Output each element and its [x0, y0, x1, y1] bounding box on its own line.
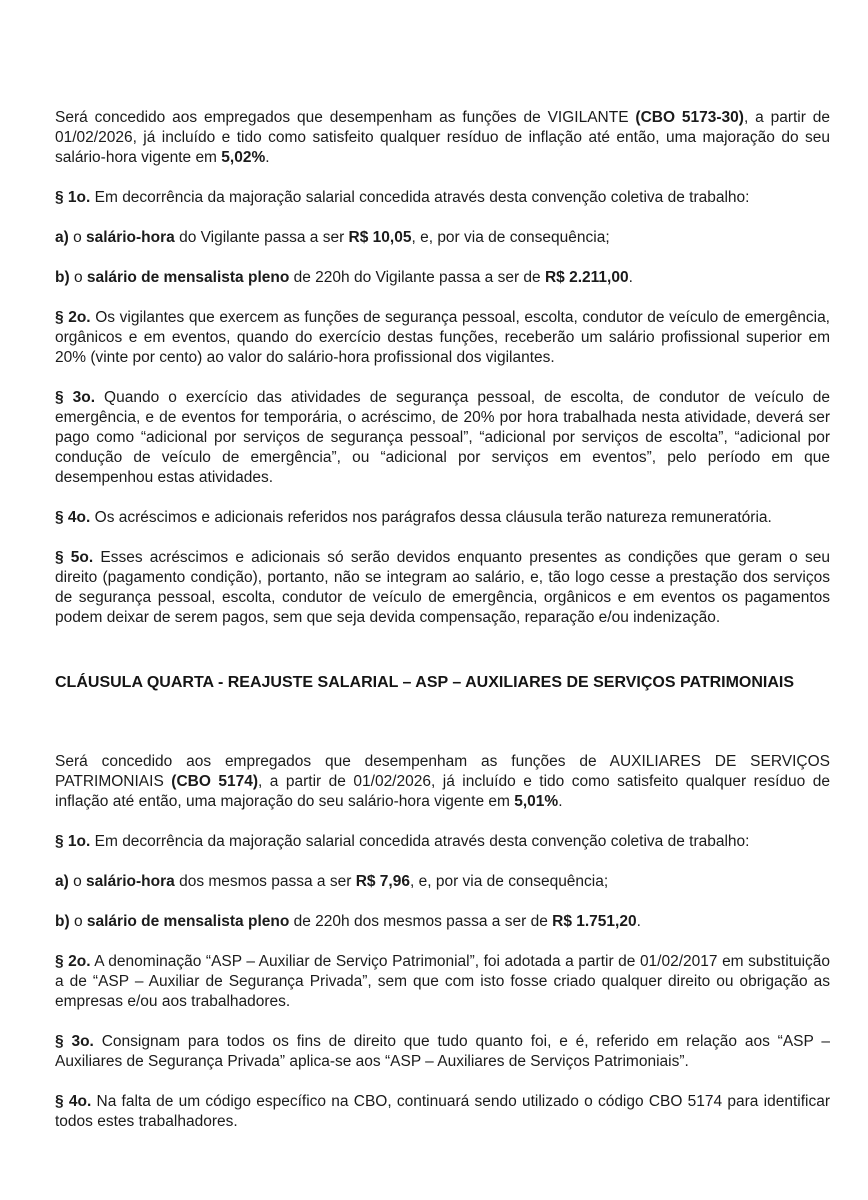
text-run: Quando o exercício das atividades de segurança pessoal, de escolta, de condutor de veículo de emergência, e de eventos for temporária, o acréscimo, de 20% por hora trabalhada nesta atividade, deverá ser pago como “adicional por serviços de segurança pessoal”, “adicional por serviços de escolta”, “adicional por condução de veículo de emergência”, ou “adicional por serviços em eventos”, pelo período em que desempenhou estas atividades.: [55, 389, 830, 486]
text-run: Será concedido aos empregados que desempenham as funções de VIGILANTE: [55, 109, 636, 126]
item-a-vigilante: [55, 228, 830, 248]
text-run: .: [636, 913, 641, 930]
text-run: Em decorrência da majoração salarial concedida através desta convenção coletiva de trabalho:: [90, 833, 750, 850]
salary-value: R$ 2.211,00: [544, 269, 629, 286]
paragraph-marker: § 3o.: [55, 389, 96, 406]
text-run: A denominação “ASP – Auxiliar de Serviço Patrimonial”, foi adotada a partir de 01/02/2017 em substituição a de “ASP – Auxiliar de Segurança Privada”, sem que com isto fosse criado qualquer direito ou obrigação as empresas e/ou aos trabalhadores.: [55, 953, 830, 1010]
text-run: Os acréscimos e adicionais referidos nos parágrafos dessa cláusula terão natureza remuneratória.: [90, 509, 772, 526]
salary-term: salário de mensalista pleno: [86, 269, 290, 286]
item-b-vigilante: [55, 268, 830, 288]
text-run: Em decorrência da majoração salarial concedida através desta convenção coletiva de trabalho:: [90, 189, 750, 206]
text-run: dos mesmos passa a ser: [174, 873, 356, 890]
cbo-code: (CBO 5174): [171, 773, 259, 790]
item-marker: b): [55, 913, 70, 930]
text-run: Os vigilantes que exercem as funções de segurança pessoal, escolta, condutor de veículo de emergência, orgânicos e em eventos, quando do exercício destas funções, receberão um salário profissional superior em 20% (vinte por cento) ao valor do salário-hora profissional dos vigilantes.: [55, 309, 830, 366]
clause-heading: CLÁUSULA QUARTA - REAJUSTE SALARIAL – ASP – AUXILIARES DE SERVIÇOS PATRIMONIAIS: [55, 674, 795, 691]
item-marker: a): [55, 229, 69, 246]
paragraph-3o-vigilante: [55, 388, 830, 488]
item-a-asp: [55, 872, 830, 892]
paragraph-3o-asp: [55, 1032, 830, 1072]
paragraph-2o-asp: [55, 952, 830, 1012]
paragraph-2o-vigilante: [55, 308, 830, 368]
paragraph-1o-asp: [55, 832, 830, 852]
paragraph-intro-asp: [55, 752, 830, 812]
paragraph-4o-vigilante: [55, 508, 830, 528]
text-run: o: [69, 913, 87, 930]
paragraph-1o-vigilante: [55, 188, 830, 208]
text-run: .: [628, 269, 633, 286]
paragraph-5o-vigilante: [55, 548, 830, 628]
salary-term: salário-hora: [86, 873, 175, 890]
text-run: o: [68, 873, 87, 890]
item-marker: a): [55, 873, 69, 890]
text-run: Na falta de um código específico na CBO, continuará sendo utilizado o código CBO 5174 para identificar todos estes trabalhadores.: [55, 1093, 830, 1130]
paragraph-marker: § 2o.: [55, 309, 91, 326]
paragraph-marker: § 4o.: [55, 1093, 92, 1110]
text-run: Esses acréscimos e adicionais só serão devidos enquanto presentes as condições que geram o seu direito (pagamento condição), portanto, não se integram ao salário, e, tão logo cesse a prestação dos serviços de segurança pessoal, escolta, condutor de veículo de emergência, orgânicos e em eventos os pagamentos podem deixar de serem pagos, sem que seja devida compensação, reparação e/ou indenização.: [55, 549, 830, 626]
paragraph-4o-asp: [55, 1092, 830, 1132]
salary-value: R$ 1.751,20: [552, 913, 637, 930]
paragraph-marker: § 5o.: [55, 549, 94, 566]
text-run: o: [69, 269, 87, 286]
salary-term: salário-hora: [86, 229, 175, 246]
salary-value: R$ 10,05: [348, 229, 412, 246]
text-run: , e, por via de consequência;: [411, 229, 610, 246]
salary-term: salário de mensalista pleno: [86, 913, 290, 930]
paragraph-marker: § 1o.: [55, 189, 91, 206]
text-run: .: [265, 149, 270, 166]
paragraph-marker: § 3o.: [55, 1033, 94, 1050]
text-run: , a partir de 01/02/2026, já incluído e tido como satisfeito qualquer resíduo de inflação até então, uma majoração do seu salário-hora vigente em: [55, 109, 830, 166]
item-marker: b): [55, 269, 70, 286]
text-run: Será concedido aos empregados que desempenham as funções de AUXILIARES DE SERVIÇOS PATRIMONIAIS: [55, 753, 830, 790]
text-run: de 220h do Vigilante passa a ser de: [289, 269, 545, 286]
section-vigilante: [55, 108, 830, 628]
salary-value: R$ 7,96: [355, 873, 410, 890]
paragraph-marker: § 1o.: [55, 833, 91, 850]
paragraph-intro-vigilante: [55, 108, 830, 168]
text-run: , e, por via de consequência;: [409, 873, 609, 890]
section-asp: [55, 673, 830, 1132]
percentage-value: 5,01%: [514, 793, 559, 810]
item-b-asp: [55, 912, 830, 932]
percentage-value: 5,02%: [221, 149, 266, 166]
text-run: Consignam para todos os fins de direito que tudo quanto foi, e é, referido em relação aos “ASP – Auxiliares de Segurança Privada” aplica-se aos “ASP – Auxiliares de Serviços Patrimoniais”.: [55, 1033, 831, 1070]
text-run: de 220h dos mesmos passa a ser de: [289, 913, 553, 930]
text-run: do Vigilante passa a ser: [174, 229, 349, 246]
paragraph-marker: § 4o.: [55, 509, 91, 526]
cbo-code: (CBO 5173-30): [635, 109, 744, 126]
text-run: o: [68, 229, 87, 246]
text-run: .: [558, 793, 563, 810]
text-run: , a partir de 01/02/2026, já incluído e tido como satisfeito qualquer resíduo de inflação até então, uma majoração do seu salário-hora vigente em: [55, 773, 830, 810]
paragraph-marker: § 2o.: [55, 953, 91, 970]
